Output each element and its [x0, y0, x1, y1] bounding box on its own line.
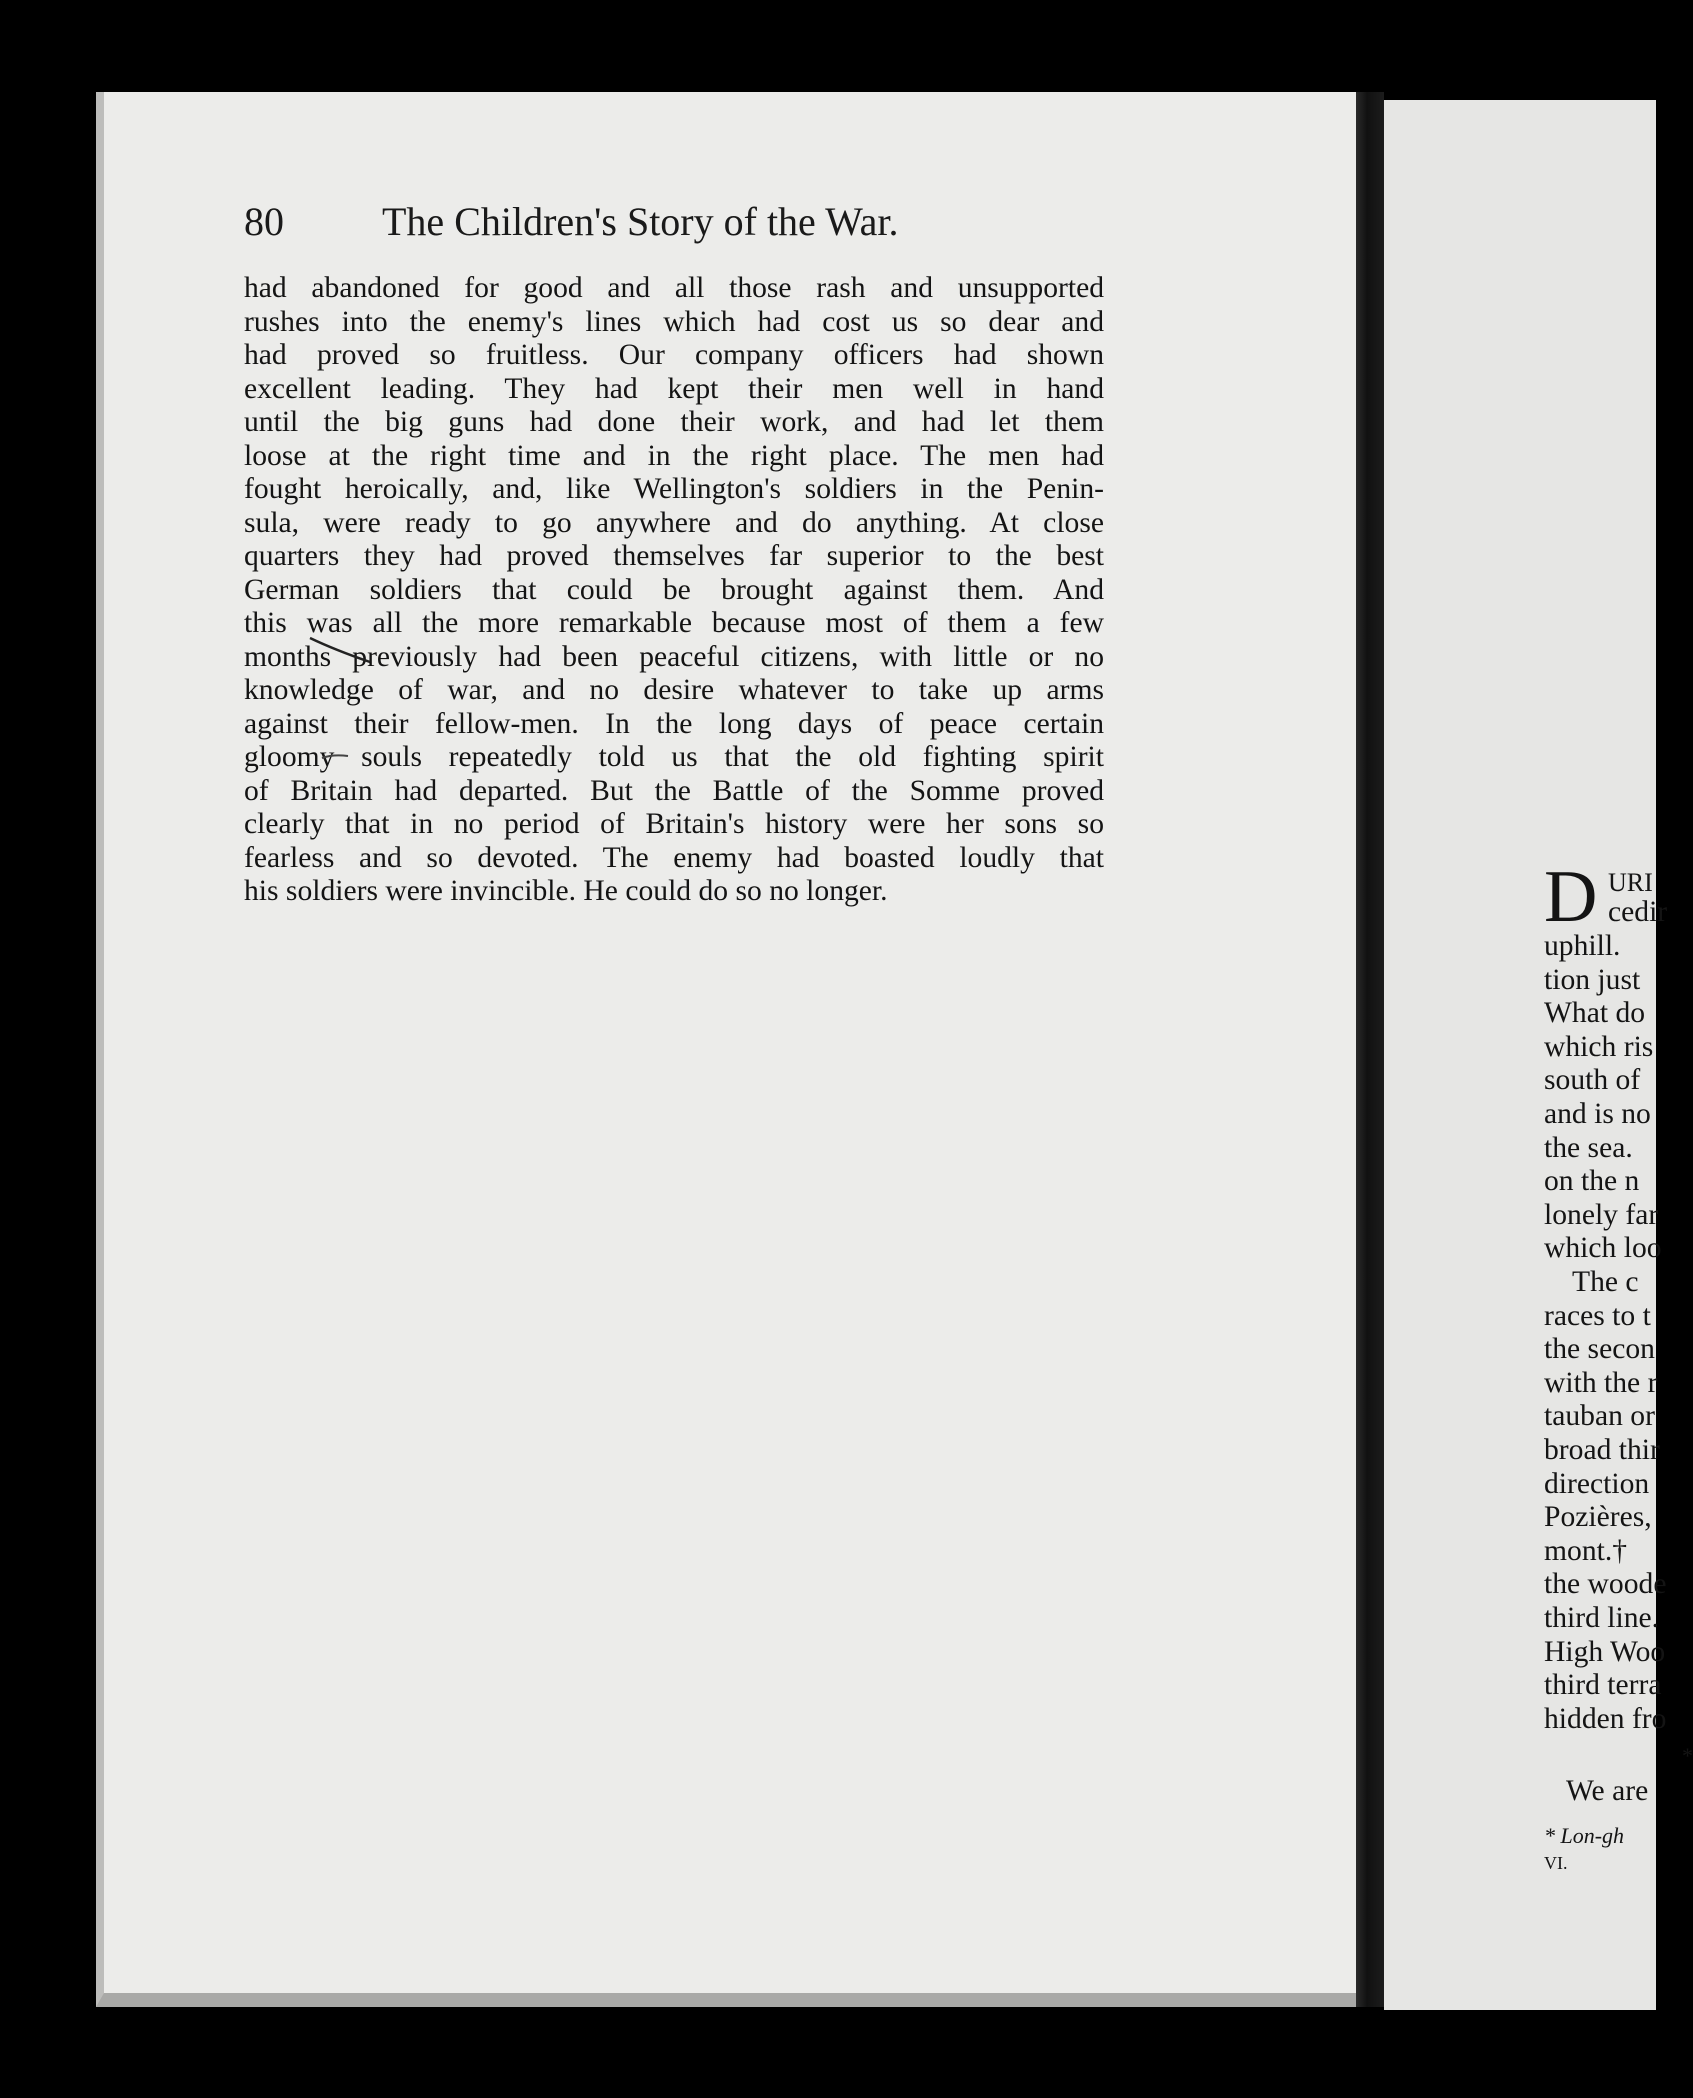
body-paragraph [244, 272, 1104, 909]
right-text-line: broad thir [1544, 1434, 1660, 1466]
right-text-line: mont.† [1544, 1534, 1628, 1567]
right-text-line: the woode [1544, 1568, 1667, 1601]
text-line: months previously had been peaceful citizens, with little or no [244, 640, 1104, 673]
page-number: 80 [244, 199, 284, 244]
drop-cap: D [1544, 856, 1598, 938]
book-gutter [1356, 92, 1384, 2007]
right-text-line: Pozières, [1544, 1501, 1652, 1534]
right-text-line: uphill. [1544, 930, 1621, 962]
right-text-line: tauban or [1544, 1400, 1655, 1433]
text-line: German soldiers that could be brought against them. And [244, 573, 1104, 606]
right-text-line: with the r [1544, 1366, 1658, 1399]
right-page [1384, 100, 1693, 2010]
text-line: fearless and so devoted. The enemy had boasted loudly that [244, 841, 1104, 874]
right-text-line: High Woo [1544, 1635, 1666, 1668]
text-line: fought heroically, and, like Wellington's soldiers in the Penin- [244, 473, 1104, 505]
right-text-line: the secon [1544, 1333, 1655, 1366]
text-line: knowledge of war, and no desire whatever to take up arms [244, 674, 1104, 706]
text-line: against their fellow-men. In the long days of peace certain [244, 707, 1104, 740]
right-text-line: which ris [1544, 1030, 1654, 1063]
right-text-line: direction [1544, 1467, 1650, 1500]
right-text-line: The c [1572, 1266, 1639, 1298]
section-star: * [1682, 1742, 1693, 1768]
right-text-line: What do [1544, 997, 1646, 1030]
running-title: The Children's Story of the War. [382, 199, 899, 244]
text-line: had abandoned for good and all those rash and unsupported [244, 272, 1104, 304]
right-text-line: and is no [1544, 1098, 1651, 1130]
text-line: sula, were ready to go anywhere and do anything. At close [244, 506, 1104, 539]
right-text-line: lonely far [1544, 1198, 1659, 1231]
text-line: quarters they had proved themselves far superior to the best [244, 540, 1104, 572]
text-line: this was all the more remarkable because most of them a few [244, 607, 1104, 639]
right-text-line: We are [1566, 1774, 1649, 1807]
small-caps-opening: URI [1608, 868, 1653, 897]
pencil-margin-dash [318, 748, 358, 768]
right-text-line: third line. [1544, 1602, 1660, 1634]
text-line: loose at the right time and in the right place. The men had [244, 439, 1104, 472]
text-line: excellent leading. They had kept their men well in hand [244, 372, 1104, 405]
right-text-line: races to t [1544, 1299, 1651, 1332]
right-text-line: third terra [1544, 1669, 1662, 1702]
right-text-line: the sea. [1544, 1131, 1633, 1164]
footnote: * Lon-gh [1544, 1822, 1625, 1848]
folio-note: VI. [1544, 1852, 1568, 1873]
running-head [244, 198, 1244, 245]
text-line: clearly that in no period of Britain's history were her sons so [244, 808, 1104, 840]
right-text-line: hidden fro [1544, 1702, 1667, 1735]
right-text-line: which loo [1544, 1232, 1662, 1265]
pencil-margin-mark [300, 630, 380, 680]
text-line: gloomy souls repeatedly told us that the old fighting spirit [244, 741, 1104, 773]
text-line: of Britain had departed. But the Battle of the Somme proved [244, 774, 1104, 807]
text-line: his soldiers were invincible. He could do so no longer. [244, 875, 888, 907]
right-text-line: on the n [1544, 1165, 1640, 1198]
text-line: had proved so fruitless. Our company officers had shown [244, 339, 1104, 371]
text-line: rushes into the enemy's lines which had cost us so dear and [244, 305, 1104, 338]
right-text-line: tion just [1544, 963, 1641, 996]
right-text-line: cedir [1608, 896, 1668, 928]
text-line: until the big guns had done their work, and had let them [244, 406, 1104, 438]
right-text-line: south of [1544, 1064, 1641, 1097]
